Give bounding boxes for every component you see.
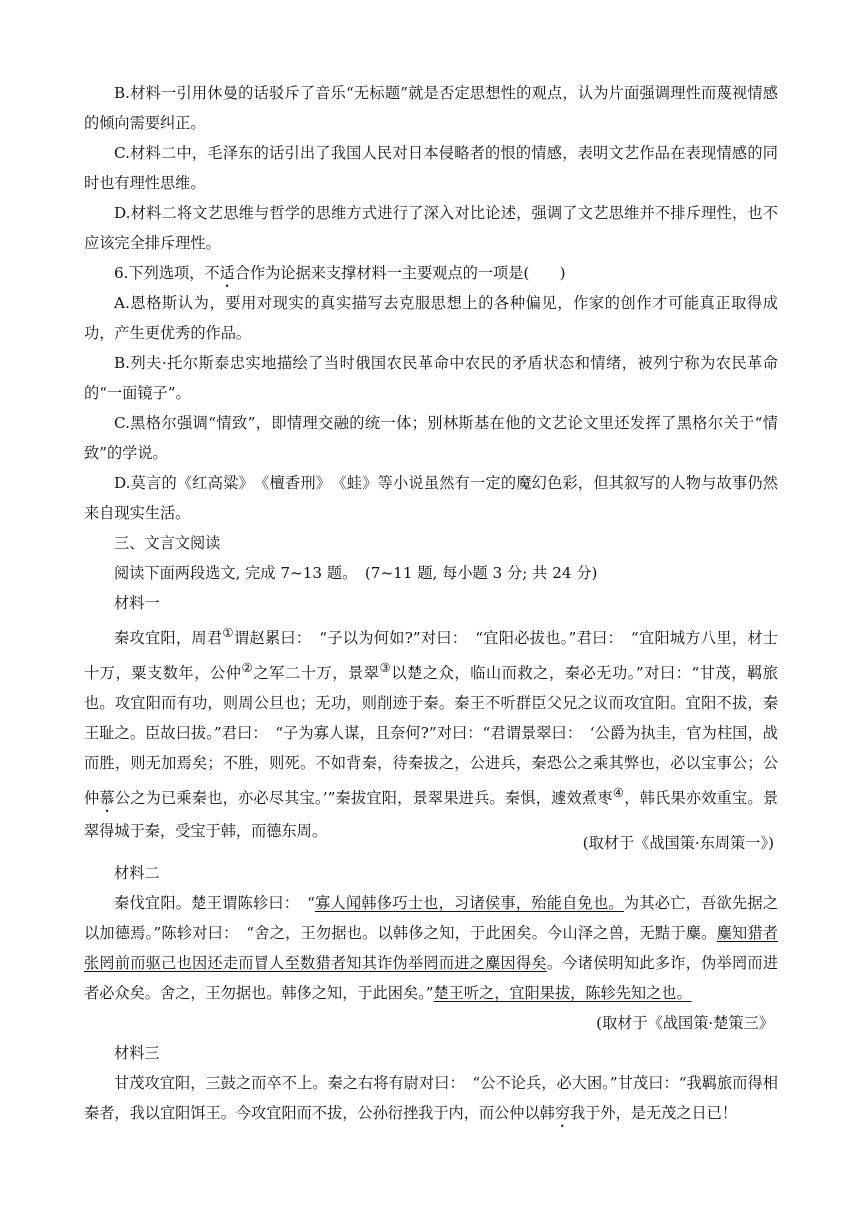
material-2-source: (取材于《战国策·楚策三》	[596, 1014, 774, 1032]
q5-option-d: D.材料二将文艺思维与哲学的思维方式进行了深入对比论述，强调了文艺思维并不排斥理性，也不应该完全排斥理性。	[84, 204, 778, 252]
material-3-text: 甘茂攻宜阳，三鼓之而卒不上。秦之右将有尉对曰： “公不论兵，必大困。”甘茂曰：“我羁旅而得相秦者，我以宜阳饵王。今攻宜阳而不拔，公孙衍挫我于内，而公仲以韩穷我于外，是无茂之日已！	[84, 1074, 778, 1122]
section-heading: 三、文言文阅读	[114, 534, 221, 552]
underlined-sentence: 寡人闻韩侈巧士也，习诸侯事，殆能自免也。	[314, 894, 624, 912]
q6-option-d: D.莫言的《红高粱》 《檀香刑》 《蛙》等小说虽然有一定的魔幻色彩，但其叙写的人物与故事仍然来自现实生活。	[84, 474, 778, 522]
material-3-label: 材料三	[114, 1044, 160, 1062]
material-1-label: 材料一	[114, 594, 160, 612]
material-2-label: 材料二	[114, 864, 160, 882]
question-6-stem: 6.下列选项，不适合作为论据来支撑材料一主要观点的一项是( )	[114, 264, 566, 282]
footnote-marker: ②	[241, 660, 254, 676]
section-instruction: 阅读下面两段选文, 完成 7~13 题。 (7~11 题, 每小题 3 分; 共 24 分)	[114, 564, 598, 582]
material-1-text: 秦攻宜阳，周君①谓赵累曰： “子以为何如?”对曰： “宜阳必拔也。”君曰： “宜阳城方八里，材士十万，粟支数年，公仲②之军二十万，景翠③以楚之众，临山而救之，秦必无功。”对曰：“甘茂，羁旅也。攻宜阳而有功，则周公旦也；无功，则削迹于秦。秦王不听群臣父兄之议而攻宜阳。宜阳不拔，秦王耻之。臣故曰拔。”君曰： “子为寡人谋，且奈何?”对曰：“君谓景翠曰： ‘公爵为执圭，官为柱国，战而胜，则无加焉矣；不胜，则死。不如背秦，待秦拔之，公进兵，秦恐公之乘其弊也，必以宝事公；公仲慕公之为已乘秦也，亦必尽其宝。’”秦拔宜阳，景翠果进兵。秦惧，遽效煮枣④，韩氏果亦效重宝。景翠得城于秦，受宝于韩，而德东周。	[84, 625, 779, 841]
footnote-marker: ④	[612, 785, 625, 801]
q5-option-c: C.材料二中，毛泽东的话引出了我国人民对日本侵略者的恨的情感，表明文艺作品在表现情感的同时也有理性思维。	[84, 144, 778, 192]
underlined-sentence: 麋知猎者张罔前而驱己也因还走而冒人至数猎者知其诈伪举罔而进之麋因得矣	[84, 924, 778, 972]
material-2-text: 秦伐宜阳。楚王谓陈轸曰： “寡人闻韩侈巧士也，习诸侯事，殆能自免也。为其必亡，吾欲先据之以加德焉。”陈轸对曰： “舍之，王勿据也。以韩侈之知，于此困矣。今山泽之兽，无黠于麋。麋知猎者张罔前而驱己也因还走而冒人至数猎者知其诈伪举罔而进之麋因得矣。今诸侯明知此多诈，伪举罔而进者必众矣。舍之，王勿据也。韩侈之知，于此困矣。”楚王听之，宜阳果拔，陈轸先知之也。	[84, 894, 779, 1002]
q5-option-b: B.材料一引用休曼的话驳斥了音乐“无标题”就是否定思想性的观点，认为片面强调理性而蔑视情感的倾向需要纠正。	[84, 84, 778, 132]
q6-option-c: C.黑格尔强调“情致”，即情理交融的统一体；别林斯基在他的文艺论文里还发挥了黑格尔关于“情致”的学说。	[84, 414, 778, 462]
q6-option-a: A.恩格斯认为，要用对现实的真实描写去克服思想上的各种偏见，作家的创作才可能真正取得成功，产生更优秀的作品。	[84, 294, 778, 342]
material-1-source: (取材于《战国策·东周策一》)	[582, 834, 774, 852]
footnote-marker: ③	[379, 660, 392, 676]
q6-option-b: B.列夫·托尔斯泰忠实地描绘了当时俄国农民革命中农民的矛盾状态和情绪，被列宁称为农民革命的“一面镜子”。	[84, 354, 778, 402]
footnote-marker: ①	[222, 625, 234, 640]
underlined-sentence: 楚王听之，宜阳果拔，陈轸先知之也。	[433, 984, 692, 1002]
